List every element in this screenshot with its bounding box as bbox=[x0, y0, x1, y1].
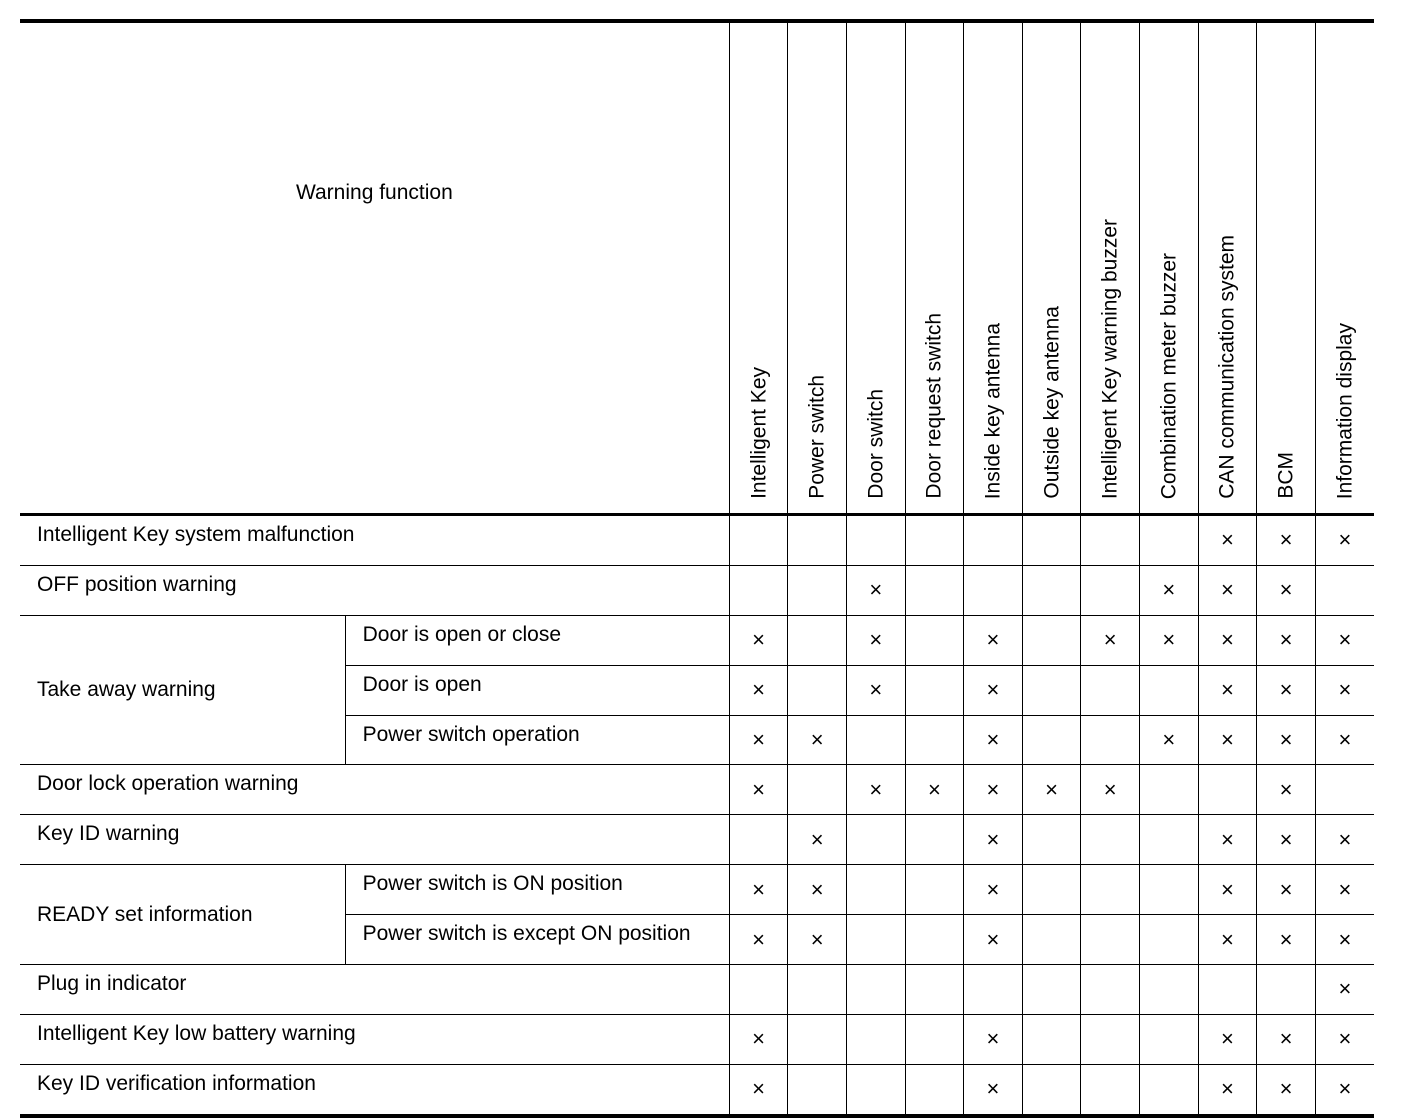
empty-cell bbox=[1140, 815, 1199, 865]
column-header-label: Door switch bbox=[864, 389, 888, 499]
applicable-mark: × bbox=[788, 915, 847, 965]
table-row bbox=[20, 1064, 1374, 1115]
empty-cell bbox=[846, 715, 905, 765]
applicable-mark: × bbox=[964, 665, 1023, 715]
applicable-mark: × bbox=[964, 1064, 1023, 1115]
table-row bbox=[20, 815, 1374, 865]
empty-cell bbox=[1140, 1014, 1199, 1064]
applicable-mark: × bbox=[1198, 915, 1257, 965]
empty-cell bbox=[788, 765, 847, 815]
applicable-mark: × bbox=[1257, 615, 1316, 665]
empty-cell bbox=[1081, 1064, 1140, 1115]
applicable-mark: × bbox=[1257, 1064, 1316, 1115]
empty-cell bbox=[905, 565, 964, 615]
applicable-mark: × bbox=[1257, 665, 1316, 715]
applicable-mark: × bbox=[1081, 615, 1140, 665]
applicable-mark: × bbox=[964, 865, 1023, 915]
applicable-mark: × bbox=[1081, 765, 1140, 815]
column-header bbox=[788, 21, 847, 515]
applicable-mark: × bbox=[846, 615, 905, 665]
empty-cell bbox=[729, 565, 788, 615]
applicable-mark: × bbox=[1198, 715, 1257, 765]
applicable-mark: × bbox=[1140, 715, 1199, 765]
empty-cell bbox=[905, 1064, 964, 1115]
applicable-mark: × bbox=[964, 615, 1023, 665]
applicable-mark: × bbox=[788, 865, 847, 915]
applicable-mark: × bbox=[788, 715, 847, 765]
empty-cell bbox=[964, 515, 1023, 566]
empty-cell bbox=[788, 665, 847, 715]
column-header-label: Inside key antenna bbox=[981, 322, 1005, 499]
empty-cell bbox=[846, 865, 905, 915]
column-header-label: Intelligent Key bbox=[747, 367, 771, 499]
table-body bbox=[20, 515, 1374, 1116]
applicable-mark: × bbox=[729, 765, 788, 815]
empty-cell bbox=[788, 615, 847, 665]
empty-cell bbox=[846, 915, 905, 965]
column-header bbox=[905, 21, 964, 515]
applicable-mark: × bbox=[1257, 865, 1316, 915]
warning-function-label: Plug in indicator bbox=[20, 965, 729, 1015]
applicable-mark: × bbox=[1198, 665, 1257, 715]
applicable-mark: × bbox=[729, 865, 788, 915]
warning-function-label: Key ID verification information bbox=[20, 1064, 729, 1115]
empty-cell bbox=[1022, 665, 1081, 715]
applicable-mark: × bbox=[729, 1014, 788, 1064]
empty-cell bbox=[905, 965, 964, 1015]
empty-cell bbox=[846, 815, 905, 865]
applicable-mark: × bbox=[1198, 515, 1257, 566]
applicable-mark: × bbox=[1198, 815, 1257, 865]
empty-cell bbox=[788, 565, 847, 615]
applicable-mark: × bbox=[1315, 515, 1374, 566]
applicable-mark: × bbox=[1198, 865, 1257, 915]
applicable-mark: × bbox=[1140, 565, 1199, 615]
table-row bbox=[20, 515, 1374, 566]
empty-cell bbox=[1198, 965, 1257, 1015]
empty-cell bbox=[1022, 965, 1081, 1015]
column-header-label: Door request switch bbox=[922, 313, 946, 499]
empty-cell bbox=[1140, 915, 1199, 965]
applicable-mark: × bbox=[1315, 915, 1374, 965]
column-header-label: BCM bbox=[1274, 452, 1298, 499]
table-row bbox=[20, 1014, 1374, 1064]
empty-cell bbox=[846, 1064, 905, 1115]
applicable-mark: × bbox=[905, 765, 964, 815]
applicable-mark: × bbox=[1257, 515, 1316, 566]
empty-cell bbox=[1081, 515, 1140, 566]
warning-function-label: Key ID warning bbox=[20, 815, 729, 865]
empty-cell bbox=[1022, 615, 1081, 665]
applicable-mark: × bbox=[846, 665, 905, 715]
column-header-label: CAN communication system bbox=[1215, 235, 1239, 499]
warning-condition-label: Power switch is except ON position bbox=[345, 915, 729, 965]
warning-function-table bbox=[20, 19, 1374, 1118]
applicable-mark: × bbox=[1315, 615, 1374, 665]
applicable-mark: × bbox=[964, 815, 1023, 865]
empty-cell bbox=[1081, 815, 1140, 865]
applicable-mark: × bbox=[1198, 1014, 1257, 1064]
empty-cell bbox=[1022, 715, 1081, 765]
column-header bbox=[1257, 21, 1316, 515]
applicable-mark: × bbox=[788, 815, 847, 865]
empty-cell bbox=[1315, 765, 1374, 815]
column-header-label: Intelligent Key warning buzzer bbox=[1098, 218, 1122, 499]
warning-function-header: Warning function bbox=[20, 21, 729, 515]
empty-cell bbox=[905, 515, 964, 566]
empty-cell bbox=[846, 965, 905, 1015]
applicable-mark: × bbox=[1257, 715, 1316, 765]
applicable-mark: × bbox=[1198, 615, 1257, 665]
empty-cell bbox=[729, 815, 788, 865]
applicable-mark: × bbox=[1315, 1014, 1374, 1064]
applicable-mark: × bbox=[1198, 565, 1257, 615]
applicable-mark: × bbox=[964, 715, 1023, 765]
applicable-mark: × bbox=[1315, 965, 1374, 1015]
empty-cell bbox=[905, 865, 964, 915]
warning-condition-label: Door is open bbox=[345, 665, 729, 715]
applicable-mark: × bbox=[729, 615, 788, 665]
applicable-mark: × bbox=[1257, 1014, 1316, 1064]
empty-cell bbox=[729, 515, 788, 566]
applicable-mark: × bbox=[729, 715, 788, 765]
empty-cell bbox=[1022, 515, 1081, 566]
applicable-mark: × bbox=[1022, 765, 1081, 815]
empty-cell bbox=[905, 615, 964, 665]
warning-group-label: Take away warning bbox=[20, 615, 345, 765]
applicable-mark: × bbox=[1315, 865, 1374, 915]
empty-cell bbox=[1140, 765, 1199, 815]
empty-cell bbox=[1081, 665, 1140, 715]
applicable-mark: × bbox=[1198, 1064, 1257, 1115]
empty-cell bbox=[788, 1014, 847, 1064]
applicable-mark: × bbox=[729, 1064, 788, 1115]
empty-cell bbox=[1198, 765, 1257, 815]
empty-cell bbox=[905, 815, 964, 865]
empty-cell bbox=[1140, 865, 1199, 915]
column-header bbox=[1022, 21, 1081, 515]
empty-cell bbox=[1081, 965, 1140, 1015]
applicable-mark: × bbox=[1140, 615, 1199, 665]
empty-cell bbox=[846, 515, 905, 566]
empty-cell bbox=[1022, 1064, 1081, 1115]
empty-cell bbox=[788, 1064, 847, 1115]
empty-cell bbox=[964, 965, 1023, 1015]
empty-cell bbox=[905, 715, 964, 765]
applicable-mark: × bbox=[729, 665, 788, 715]
empty-cell bbox=[1257, 965, 1316, 1015]
table-row bbox=[20, 965, 1374, 1015]
empty-cell bbox=[1081, 565, 1140, 615]
applicable-mark: × bbox=[846, 565, 905, 615]
empty-cell bbox=[1081, 915, 1140, 965]
column-header bbox=[846, 21, 905, 515]
table-row bbox=[20, 765, 1374, 815]
empty-cell bbox=[1140, 965, 1199, 1015]
table-row bbox=[20, 615, 1374, 665]
empty-cell bbox=[1022, 815, 1081, 865]
warning-function-label: Door lock operation warning bbox=[20, 765, 729, 815]
empty-cell bbox=[1140, 665, 1199, 715]
applicable-mark: × bbox=[964, 915, 1023, 965]
table-row bbox=[20, 865, 1374, 915]
applicable-mark: × bbox=[1257, 815, 1316, 865]
applicable-mark: × bbox=[1315, 1064, 1374, 1115]
empty-cell bbox=[1022, 915, 1081, 965]
warning-condition-label: Door is open or close bbox=[345, 615, 729, 665]
empty-cell bbox=[729, 965, 788, 1015]
empty-cell bbox=[846, 1014, 905, 1064]
empty-cell bbox=[905, 665, 964, 715]
empty-cell bbox=[1022, 865, 1081, 915]
empty-cell bbox=[964, 565, 1023, 615]
applicable-mark: × bbox=[1315, 715, 1374, 765]
column-header-label: Outside key antenna bbox=[1040, 306, 1064, 499]
column-header-label: Power switch bbox=[805, 375, 829, 499]
empty-cell bbox=[1315, 565, 1374, 615]
table-row bbox=[20, 565, 1374, 615]
column-header-label: Combination meter buzzer bbox=[1157, 252, 1181, 499]
column-header bbox=[1140, 21, 1199, 515]
empty-cell bbox=[1081, 865, 1140, 915]
empty-cell bbox=[1081, 1014, 1140, 1064]
warning-function-label: Intelligent Key low battery warning bbox=[20, 1014, 729, 1064]
applicable-mark: × bbox=[1257, 915, 1316, 965]
column-header bbox=[1315, 21, 1374, 515]
empty-cell bbox=[1140, 515, 1199, 566]
warning-condition-label: Power switch operation bbox=[345, 715, 729, 765]
applicable-mark: × bbox=[1257, 565, 1316, 615]
applicable-mark: × bbox=[1257, 765, 1316, 815]
applicable-mark: × bbox=[846, 765, 905, 815]
warning-function-label: Intelligent Key system malfunction bbox=[20, 515, 729, 566]
applicable-mark: × bbox=[1315, 815, 1374, 865]
empty-cell bbox=[905, 915, 964, 965]
empty-cell bbox=[788, 965, 847, 1015]
empty-cell bbox=[1140, 1064, 1199, 1115]
empty-cell bbox=[1081, 715, 1140, 765]
warning-group-label: READY set information bbox=[20, 865, 345, 965]
empty-cell bbox=[788, 515, 847, 566]
applicable-mark: × bbox=[964, 765, 1023, 815]
warning-condition-label: Power switch is ON position bbox=[345, 865, 729, 915]
column-header bbox=[1198, 21, 1257, 515]
empty-cell bbox=[1022, 565, 1081, 615]
applicable-mark: × bbox=[964, 1014, 1023, 1064]
applicable-mark: × bbox=[729, 915, 788, 965]
column-header bbox=[1081, 21, 1140, 515]
column-header bbox=[729, 21, 788, 515]
column-header-label: Information display bbox=[1333, 322, 1357, 499]
table-header-row bbox=[20, 21, 1374, 515]
column-header bbox=[964, 21, 1023, 515]
applicable-mark: × bbox=[1315, 665, 1374, 715]
warning-function-label: OFF position warning bbox=[20, 565, 729, 615]
empty-cell bbox=[1022, 1014, 1081, 1064]
empty-cell bbox=[905, 1014, 964, 1064]
